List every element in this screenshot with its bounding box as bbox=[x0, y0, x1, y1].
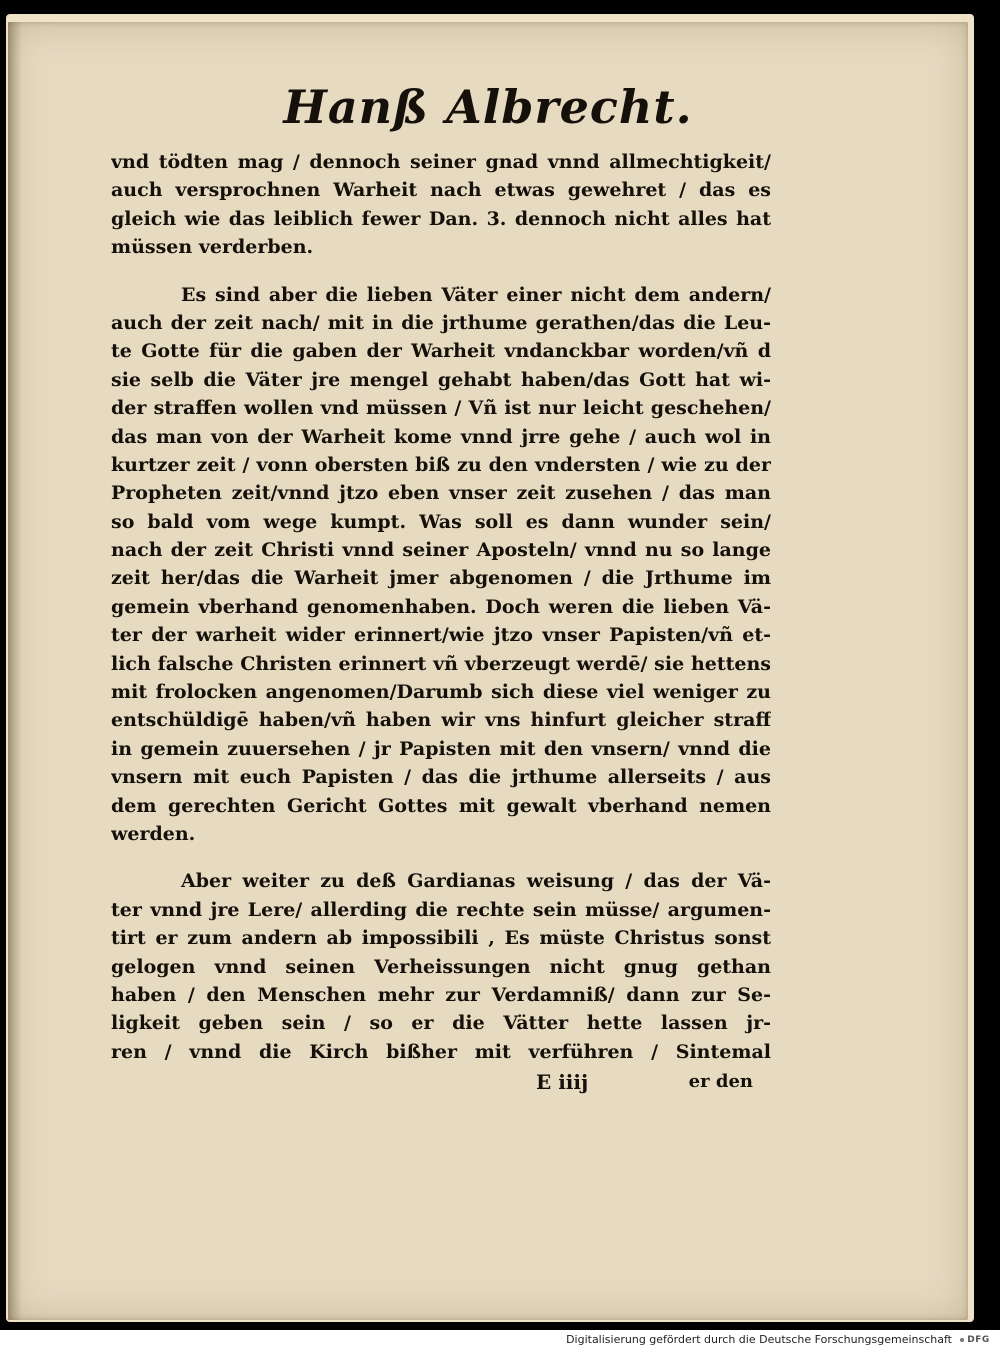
text-line: ter der warheit wider erinnert/wie jtzo vnser Papisten/vñ et- bbox=[111, 624, 771, 647]
signature-mark: E iiij bbox=[536, 1070, 589, 1095]
text-line: müssen verderben. bbox=[111, 236, 314, 259]
text-line: mit frolocken angenomen/Darumb sich diese viel weniger zu bbox=[111, 681, 771, 704]
text-line: lich falsche Christen erinnert vñ vberzeugt werdē/ sie hettens bbox=[111, 652, 771, 675]
book-page bbox=[8, 22, 968, 1320]
paragraph-gap bbox=[111, 848, 771, 867]
text-line: Propheten zeit/vnnd jtzo eben vnser zeit zusehen / das man bbox=[111, 482, 771, 505]
dfg-logo-text: DFG bbox=[967, 1335, 990, 1345]
text-line: zeit her/das die Warheit jmer abgenomen / die Jrthume im bbox=[111, 567, 771, 590]
text-line: auch der zeit nach/ mit in die jrthume gerathen/das die Leu- bbox=[111, 311, 771, 334]
text-line: vnsern mit euch Papisten / das die jrthume allerseits / aus bbox=[111, 766, 771, 789]
text-line: der straffen wollen vnd müssen / Vñ ist nur leicht geschehen/ bbox=[111, 397, 771, 420]
text-line: werden. bbox=[111, 822, 196, 845]
footer-bar bbox=[0, 1330, 1000, 1350]
text-line: in gemein zuuersehen / jr Papisten mit den vnsern/ vnnd die bbox=[111, 737, 771, 760]
text-line: te Gotte für die gaben der Warheit vndanckbar worden/vñ d bbox=[111, 340, 771, 363]
text-line: Es sind aber die lieben Väter einer nicht dem andern/ bbox=[181, 283, 771, 306]
signature-row bbox=[111, 1068, 771, 1096]
text-line: Aber weiter zu deß Gardianas weisung / das der Vä- bbox=[181, 870, 771, 893]
text-line: vnd tödten mag / dennoch seiner gnad vnnd allmechtigkeit/ bbox=[111, 151, 771, 173]
text-line: tirt er zum andern ab impossibili , Es müste Christus sonst bbox=[111, 927, 771, 950]
text-line: das man von der Warheit kome vnnd jrre gehe / auch wol in bbox=[111, 425, 771, 448]
funding-credit: Digitalisierung gefördert durch die Deutsche Forschungsgemeinschaft bbox=[566, 1333, 952, 1346]
text-line: haben / den Menschen mehr zur Verdamniß/ dann zur Se- bbox=[111, 983, 771, 1006]
running-head: Hanß Albrecht. bbox=[283, 80, 693, 134]
text-line: kurtzer zeit / vonn obersten biß zu den vndersten / wie zu der bbox=[111, 453, 771, 476]
text-line: entschüldigē haben/vñ haben wir vns hinfurt gleicher straff bbox=[111, 709, 771, 732]
paragraph-gap bbox=[111, 262, 771, 281]
text-line: ter vnnd jre Lere/ allerding die rechte sein müsse/ argumen- bbox=[111, 898, 771, 921]
text-line: so bald vom wege kumpt. Was soll es dann wunder sein/ bbox=[111, 510, 771, 533]
text-line: gemein vberhand genomenhaben. Doch weren die lieben Vä- bbox=[111, 595, 771, 618]
text-line: dem gerechten Gericht Gottes mit gewalt vberhand nemen bbox=[111, 794, 771, 817]
text-line: auch versprochnen Warheit nach etwas gewehret / das es bbox=[111, 179, 771, 202]
dfg-logo-icon bbox=[956, 1333, 994, 1347]
text-line: ren / vnnd die Kirch bißher mit verführen / Sintemal bbox=[111, 1040, 771, 1063]
text-line: sie selb die Väter jre mengel gehabt haben/das Gott hat wi- bbox=[111, 368, 771, 391]
text-line: gleich wie das leiblich fewer Dan. 3. dennoch nicht alles hat bbox=[111, 207, 771, 230]
text-line: gelogen vnnd seinen Verheissungen nicht gnug gethan bbox=[111, 955, 771, 978]
text-line: nach der zeit Christi vnnd seiner Aposteln/ vnnd nu so lange bbox=[111, 539, 771, 562]
text-line: ligkeit geben sein / so er die Vätter hette lassen jr- bbox=[111, 1012, 771, 1035]
body-text bbox=[111, 148, 771, 1096]
catchword: er den bbox=[688, 1071, 753, 1093]
